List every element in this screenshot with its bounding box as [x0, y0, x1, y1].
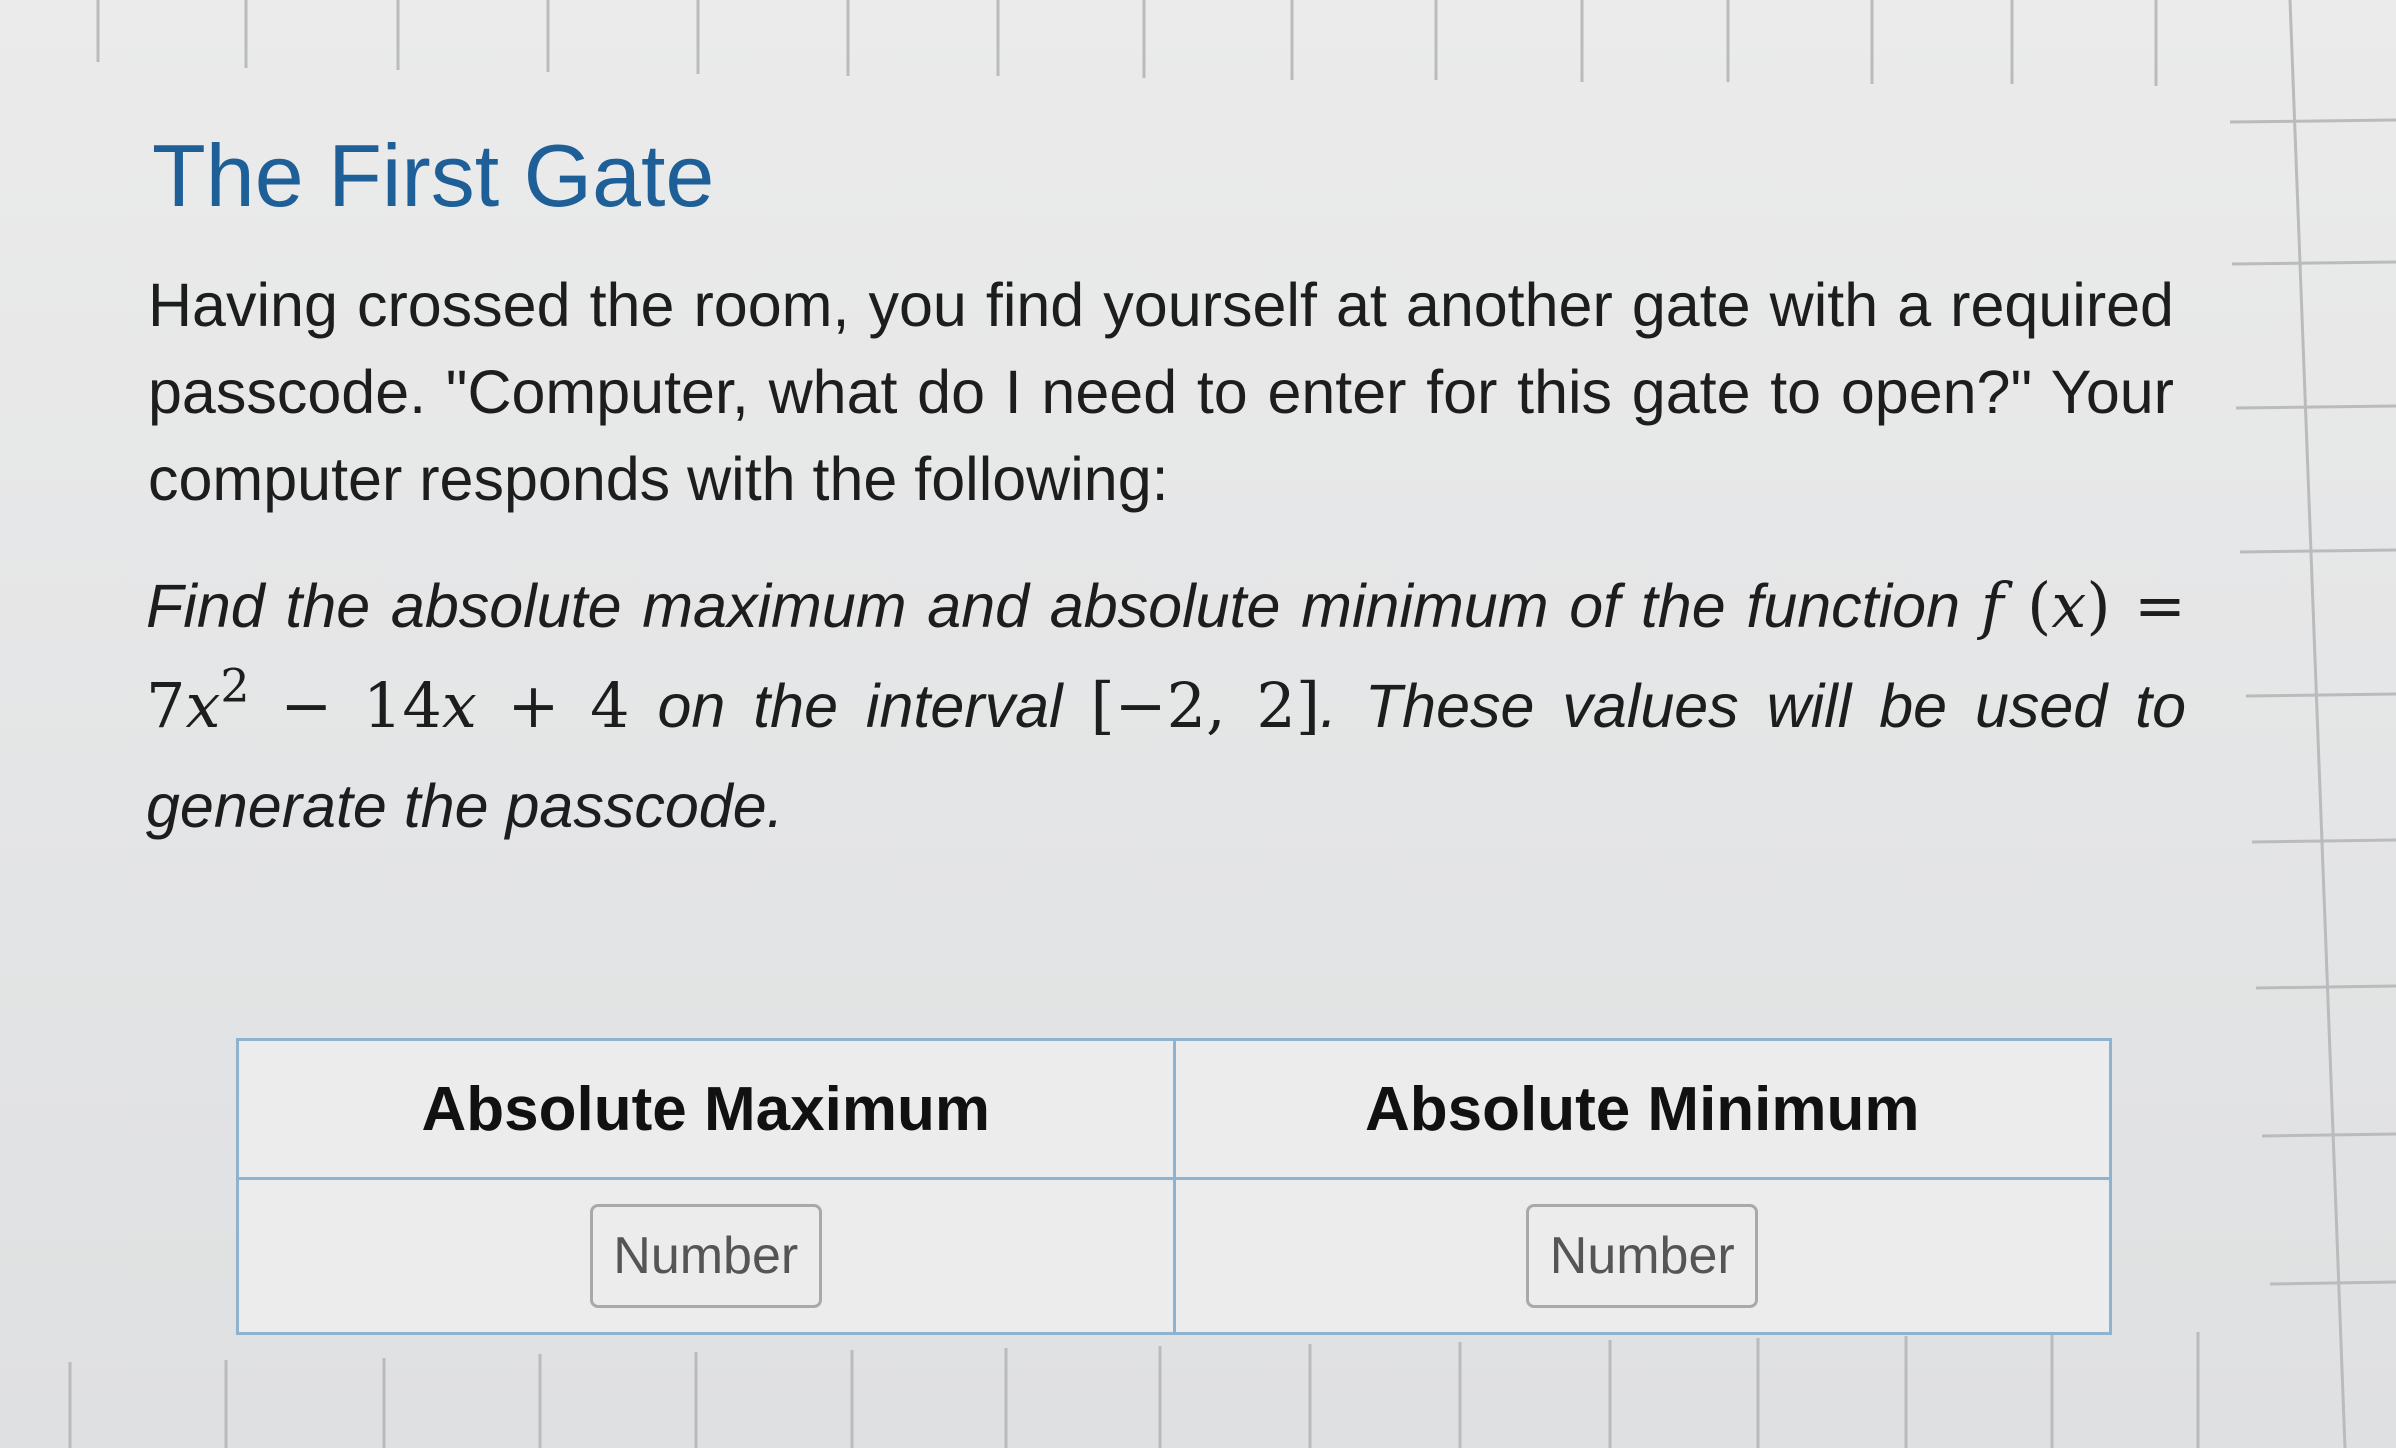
table-input-row	[238, 1179, 2111, 1334]
function-arg: x	[2051, 569, 2087, 642]
function-constant: + 4	[476, 669, 630, 742]
function-name: f	[1980, 569, 2004, 642]
interval-value: [−2, 2]	[1090, 669, 1321, 742]
min-cell	[1174, 1179, 2111, 1334]
problem-intro: Find the absolute maximum and absolute minimum of the function	[146, 572, 1961, 640]
absolute-minimum-input[interactable]	[1526, 1204, 1758, 1308]
function-equals-coef: = 7	[146, 569, 2186, 742]
problem-outro: . These values will be used to generate the passcode.	[146, 672, 2186, 840]
answer-table	[236, 1038, 2112, 1335]
table-header-row	[238, 1040, 2111, 1179]
function-exponent: 2	[220, 658, 250, 713]
function-paren-open: (	[2003, 569, 2052, 642]
header-absolute-maximum: Absolute Maximum	[238, 1040, 1175, 1179]
page-title: The First Gate	[152, 126, 715, 225]
function-middle-term: − 14	[249, 669, 442, 742]
story-paragraph: Having crossed the room, you find yourself at another gate with a required passcode. "Computer, what do I need to enter for this gate to open?" Your computer responds with the following:	[148, 271, 2174, 513]
header-absolute-minimum: Absolute Minimum	[1174, 1040, 2111, 1179]
absolute-maximum-input[interactable]	[590, 1204, 822, 1308]
max-cell	[238, 1179, 1175, 1334]
function-paren-close: )	[2086, 569, 2111, 642]
function-var-x2: x	[441, 669, 477, 742]
function-var-x: x	[185, 669, 221, 742]
problem-statement	[146, 556, 2186, 856]
interval-label: on the interval	[657, 672, 1063, 740]
